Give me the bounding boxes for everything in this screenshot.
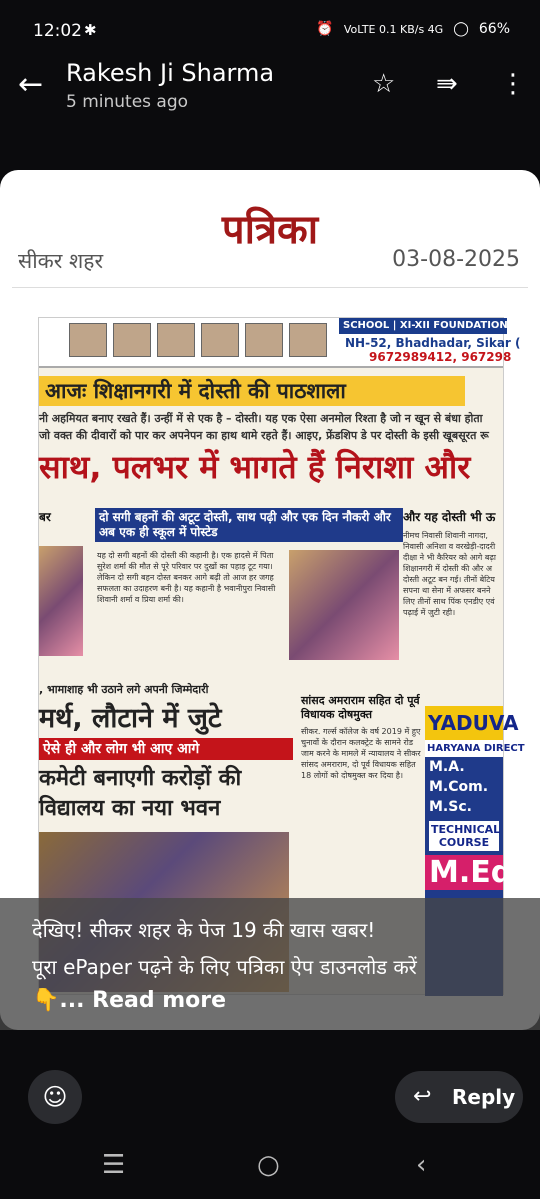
star-icon[interactable]: ☆ (372, 69, 396, 99)
article-kicker: , भामाशाह भी उठाने लगे अपनी जिम्मेदारी (39, 683, 209, 696)
nav-back-icon[interactable]: ‹ (416, 1150, 427, 1180)
status-indicators (316, 21, 510, 37)
newspaper-page-image[interactable] (38, 317, 527, 995)
recents-icon[interactable]: ☰ (102, 1150, 126, 1180)
forward-icon[interactable]: ⇛ (436, 69, 458, 99)
school-bar: SCHOOL | XI-XII FOUNDATION | V (339, 318, 507, 334)
article-body: यह दो सगी बहनों की दोस्ती की कहानी है। एक हादसे में पिता सुरेश शर्मा की मौत से पूरे परिवार पर दुखों का पहाड़ टूट गया। लेकिन दो सगी बहन दोस्त बनकर आगे बढ़ी तो आज हर जगह सफलता का उदाहरण बनी है। यह कहानी है भवानीपुरा निवासी शिवानी शर्मा व प्रिया शर्मा की। (97, 551, 276, 604)
student-photo (113, 323, 151, 357)
ad-brand: YADUVA (425, 706, 503, 740)
status-bar (0, 0, 540, 60)
reply-icon: ↩ (413, 1084, 432, 1109)
student-photo (245, 323, 283, 357)
student-photo (201, 323, 239, 357)
edition-date: 03-08-2025 (392, 247, 520, 272)
school-address: NH-52, Bhadhadar, Sikar ( (345, 336, 521, 350)
newspaper-masthead: पत्रिका (221, 206, 319, 253)
battery-icon: ◯ (453, 21, 469, 37)
student-photo (289, 323, 327, 357)
emoji-reaction-button[interactable] (28, 1070, 82, 1124)
article-body: सीकर. गर्ल्स कॉलेज के वर्ष 2019 में हुए चुनावों के दौरान कलक्ट्रेट के सामने रोड जाम करने के मामले में न्यायालय ने सीकर सांसद अमराराम, दो पूर्व विधायक सहित 18 लोगों को दोषमुक्त कर दिया है। (301, 727, 421, 780)
sender-name: Rakesh Ji Sharma (66, 59, 275, 87)
clock: 12:02 (33, 21, 82, 41)
edition-city: सीकर शहर (18, 249, 104, 273)
ad-technical: TECHNICAL COURSE (431, 823, 501, 849)
app-bar (0, 55, 540, 123)
column-heading: सांसद अमराराम सहित दो पूर्व विधायक दोषमुक्त (301, 694, 420, 721)
battery-level: 66% (478, 21, 510, 37)
column-heading: दो सगी बहनों की अटूट दोस्ती, साथ पढ़ी और एक दिन नौकरी और अब एक ही स्कूल में पोस्टेड (95, 508, 403, 542)
back-arrow-icon[interactable]: ← (18, 67, 44, 102)
headline-building: कमेटी बनाएगी करोड़ों की विद्यालय का नया भवन (39, 766, 242, 821)
student-photo (157, 323, 195, 357)
divider (12, 287, 528, 288)
headline-school: मर्थ, लौटाने में जुटे (39, 703, 222, 734)
bluetooth-icon: ✱ (84, 21, 97, 39)
caption-line: पूरा ePaper पढ़ने के लिए पत्रिका ऐप डाउनलोड करें (32, 955, 417, 979)
column-heading: बर (39, 510, 51, 524)
article-photo (39, 546, 83, 656)
headline-friendship: आजः शिक्षानगरी में दोस्ती की पाठशाला (39, 376, 465, 406)
alarm-icon: ⏰ (316, 21, 334, 37)
column-heading: और यह दोस्ती भी ऊ (403, 510, 496, 524)
message-card[interactable] (0, 170, 540, 1030)
reply-button[interactable] (395, 1071, 523, 1123)
subline: नी अहमियत बनाए रखते हैं। उन्हीं में से एक है – दोस्ती। यह एक ऐसा अनमोल रिश्ता है जो न खून से बंधा होता (39, 412, 483, 425)
ad-course: M.Com. (429, 779, 489, 795)
emoji-add-icon: ☺ (42, 1083, 68, 1111)
caption-overlay (0, 898, 540, 1030)
red-strip: ऐसे ही और लोग भी आए आगे (39, 738, 293, 760)
network-status: VoLTE 0.1 KB/s 4G (343, 22, 444, 36)
reply-label: Reply (452, 1085, 516, 1109)
coaching-ad-banner (39, 318, 527, 368)
article-body: नीमच निवासी शिवानी नागदा, निवासी अनिशा व वरखेड़ी-दादरी दीक्षा ने भी कैरियर को आगे बढ़ा शिक्षानगरी में दोस्ती की और अ दोस्ती अटूट बन गई। तीनों बेटिय सपना था सेना में अफसर बनने लिए तीनों साथ पिंक एनडीए एवं पढ़ाई में जुटी रही। (403, 531, 496, 617)
sisters-photo (289, 550, 399, 660)
ad-med: M.Ed (425, 855, 503, 890)
system-nav-bar (0, 1130, 540, 1199)
caption-line: देखिए! सीकर शहर के पेज 19 की खास खबर! (32, 918, 376, 942)
read-more-link[interactable]: 👇... Read more (32, 988, 227, 1013)
headline-main: साथ, पलभर में भागते हैं निराशा और (39, 448, 471, 486)
more-options-icon[interactable]: ⋮ (500, 69, 526, 99)
ad-course: M.Sc. (429, 799, 472, 815)
student-photo (69, 323, 107, 357)
ad-sub: HARYANA DIRECT (425, 740, 503, 757)
home-icon[interactable]: ○ (257, 1150, 280, 1180)
school-phone: 9672989412, 967298 (369, 350, 512, 364)
message-time: 5 minutes ago (66, 92, 189, 112)
subline: जो वक्त की दीवारों को पार कर अपनेपन का हाथ थामे रहते हैं। आइए, फ्रेंडशिप डे पर दोस्ती के इसी खूबसूरत रू (39, 429, 489, 442)
ad-course: M.A. (429, 759, 465, 775)
